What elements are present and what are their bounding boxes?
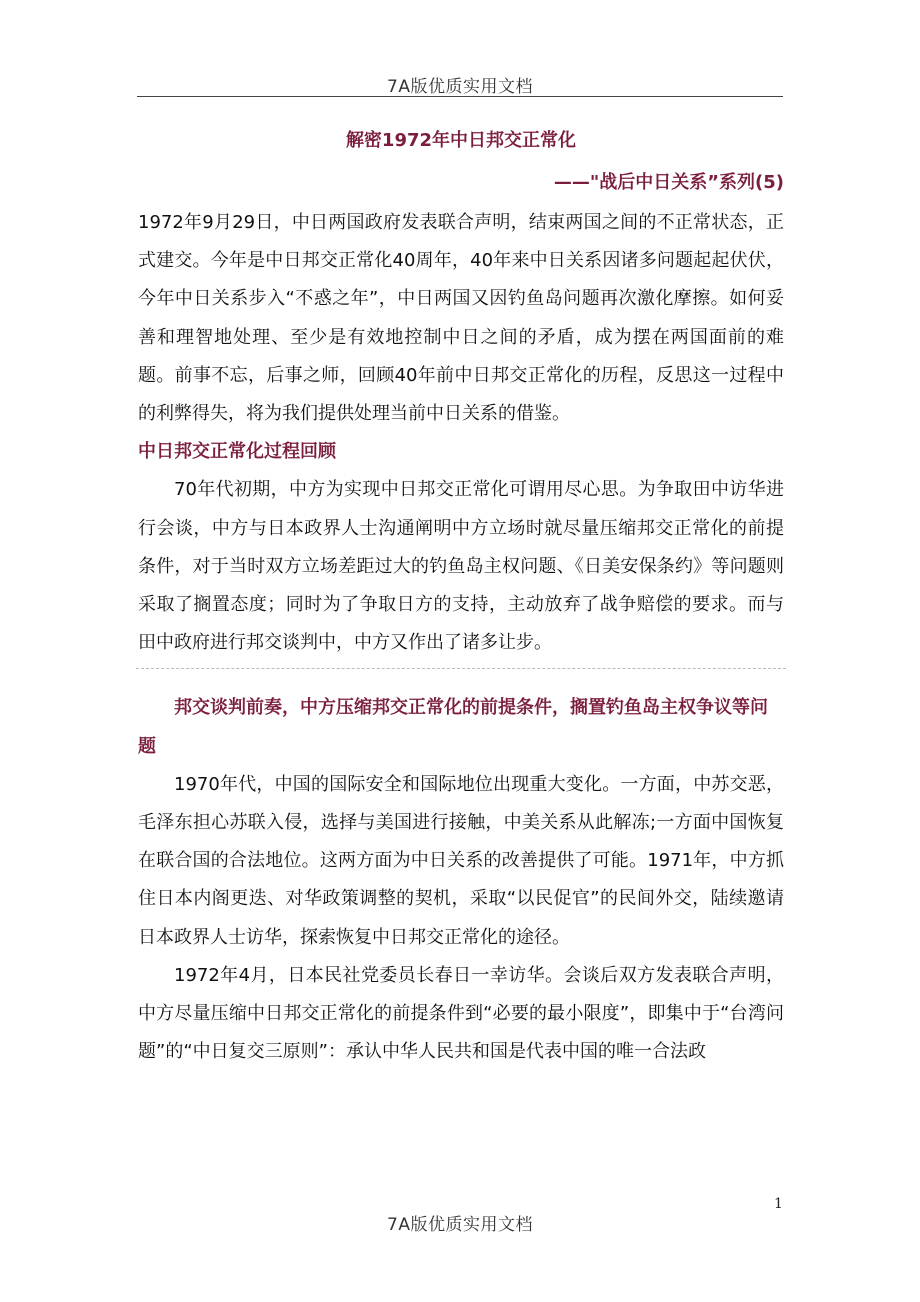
header-divider bbox=[137, 96, 783, 97]
document-title: 解密1972年中日邦交正常化 bbox=[345, 130, 577, 151]
section-heading-prelude: 邦交谈判前奏，中方压缩邦交正常化的前提条件，搁置钓鱼岛主权争议等问题 bbox=[138, 697, 768, 757]
page-number: 1 bbox=[774, 1196, 783, 1212]
review-paragraph: 70年代初期，中方为实现中日邦交正常化可谓用尽心思。为争取田中访华进行会谈，中方与日本政界人士沟通阐明中方立场时就尽量压缩邦交正常化的前提条件，对于当时双方立场差距过大的钓鱼岛主权问题、《日美安保条约》等问题则采取了搁置态度；同时为了争取日方的支持，主动放弃了战争赔偿的要求。而与田中政府进行邦交谈判中，中方又作出了诸多让步。 bbox=[138, 479, 784, 654]
section-divider bbox=[136, 668, 786, 669]
intro-paragraph: 1972年9月29日，中日两国政府发表联合声明，结束两国之间的不正常状态，正式建交。今年是中日邦交正常化40周年，40年来中日关系因诸多问题起起伏伏，今年中日关系步入“不惑之年”，中日两国又因钓鱼岛问题再次激化摩擦。如何妥善和理智地处理、至少是有效地控制中日之间的矛盾，成为摆在两国面前的难题。前事不忘，后事之师，回顾40年前中日邦交正常化的历程，反思这一过程中的利弊得失，将为我们提供处理当前中日关系的借鉴。 bbox=[138, 212, 784, 425]
page-header: 7A版优质实用文档 bbox=[387, 77, 533, 97]
prelude-paragraph-2: 1972年4月，日本民社党委员长春日一幸访华。会谈后双方发表联合声明，中方尽量压缩中日邦交正常化的前提条件到“必要的最小限度”，即集中于“台湾问题”的“中日复交三原则”：承认中华人民共和国是代表中国的唯一合法政 bbox=[138, 964, 784, 1063]
document-subtitle: ——"战后中日关系”系列(5) bbox=[553, 172, 784, 193]
page-footer: 7A版优质实用文档 bbox=[387, 1215, 533, 1235]
document-body bbox=[138, 120, 784, 1071]
prelude-paragraph-1: 1970年代，中国的国际安全和国际地位出现重大变化。一方面，中苏交恶，毛泽东担心苏联入侵，选择与美国进行接触，中美关系从此解冻;一方面中国恢复在联合国的合法地位。这两方面为中日关系的改善提供了可能。1971年，中方抓住日本内阁更迭、对华政策调整的契机，采取“以民促官”的民间外交，陆续邀请日本政界人士访华，探索恢复中日邦交正常化的途径。 bbox=[138, 773, 784, 948]
section-heading-review: 中日邦交正常化过程回顾 bbox=[138, 441, 336, 463]
